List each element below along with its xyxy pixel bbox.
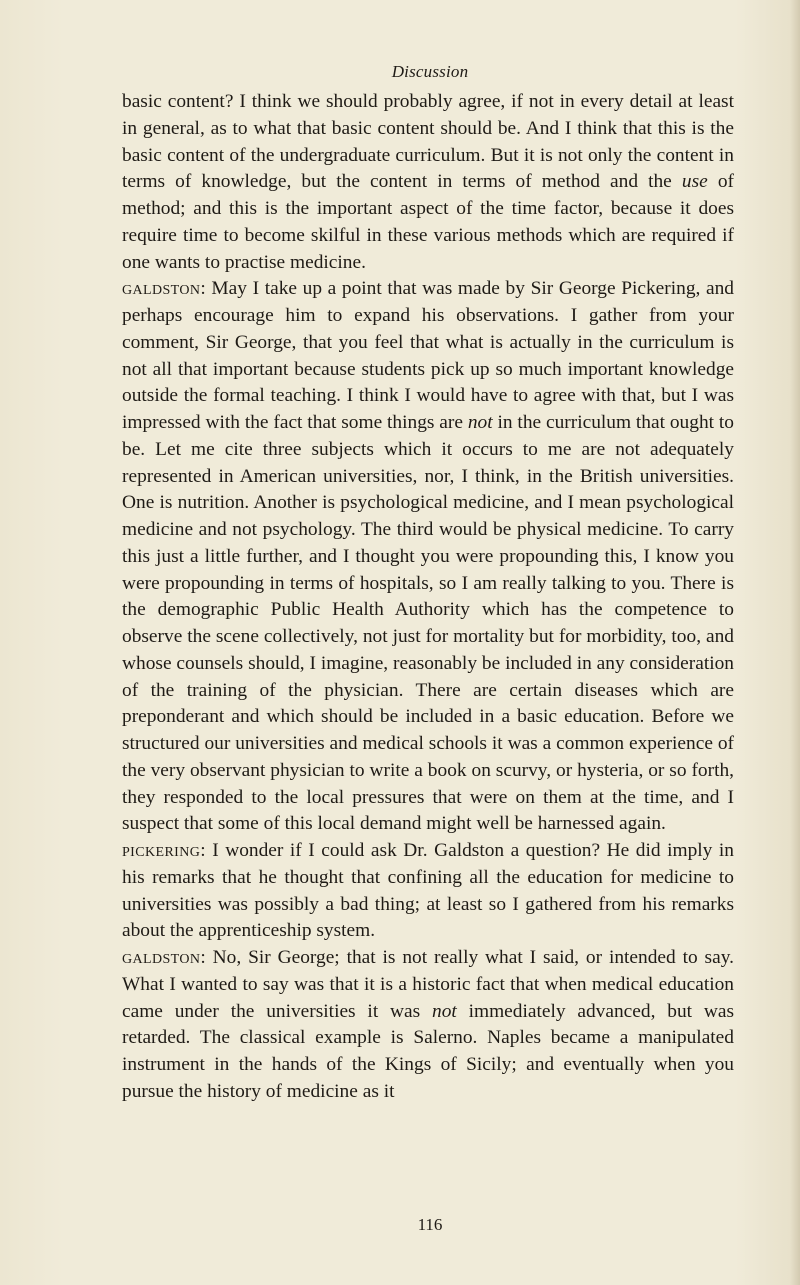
text-segment: : I wonder if I could ask Dr. Galdston a question? He did imply in his remarks that he thought that confining all the education for medicine to universities was possibly a bad thing; at least so I gathered from his remarks about the apprenticeship system.: [122, 840, 734, 942]
speaker-name: pickering: [122, 840, 201, 861]
italic-segment: not: [432, 1000, 457, 1022]
body-text: [122, 89, 734, 1106]
page-number: 116: [417, 1215, 443, 1234]
paragraph-3: [122, 838, 734, 945]
italic-segment: use: [681, 171, 708, 193]
running-head: Discussion: [391, 62, 469, 81]
text-segment: of method; and this is the important aspect of the time factor, because it does require time to become skilful in these various methods which are required if one wants to practise medicine.: [122, 171, 734, 273]
paragraph-4: [122, 945, 734, 1106]
paragraph-1: [122, 89, 734, 276]
speaker-name: galdston: [122, 278, 201, 300]
page-edge-shadow: [790, 0, 800, 1285]
paragraph-2: [122, 276, 734, 838]
text-segment: : No, Sir George; that is not really what I said, or intended to say. What I wanted to say was that it is a historic fact that when medical education came under the universities it was: [122, 947, 734, 1022]
text-segment: immediately advanced, but was retarded. The classical example is Salerno. Naples became a manipulated instrument in the hands of the Kings of Sicily; and eventually when you pursue the history of medicine as it: [122, 1000, 735, 1102]
text-segment: basic content? I think we should probably agree, if not in every detail at least in general, as to what that basic content should be. And I think that this is the basic content of the undergraduate curriculum. But it is not only the content in terms of knowledge, but the content in terms of method and the: [122, 91, 734, 193]
italic-segment: not: [467, 412, 493, 433]
speaker-name: galdston: [122, 947, 201, 968]
text-segment: : May I take up a point that was made by Sir George Pickering, and perhaps encourage him to expand his observations. I gather from your comment, Sir George, that you feel that what is actually in the curriculum is not all that important because students pick up so much important knowledge outside the formal teaching. I think I would have to agree with that, but I was impressed with the fact that some things are: [122, 278, 734, 433]
text-segment: in the curriculum that ought to be. Let me cite three subjects which it occurs to me are not adequately represented in American universities, nor, I think, in the British universities. One is nutrition. Another is psychological medicine, and I mean psychological medicine and not psychology. The third would be physical medicine. To carry this just a little further, and I thought you were propounding this, I know you were propounding in terms of hospitals, so I am really talking to you. There is the demographic Public Health Authority which has the competence to observe the scene collectively, not just for mortality but for morbidity, too, and whose counsels should, I imagine, reasonably be included in any consideration of the training of the physician. There are certain diseases which are preponderant and which should be included in a basic education. Before we structured our universities and medical schools it was a common experience of the very observant physician to write a book on scurvy, or hysteria, or so forth, they responded to the local pressures that were on them at the time, and I suspect that some of this local demand might well be harnessed again.: [122, 412, 734, 835]
